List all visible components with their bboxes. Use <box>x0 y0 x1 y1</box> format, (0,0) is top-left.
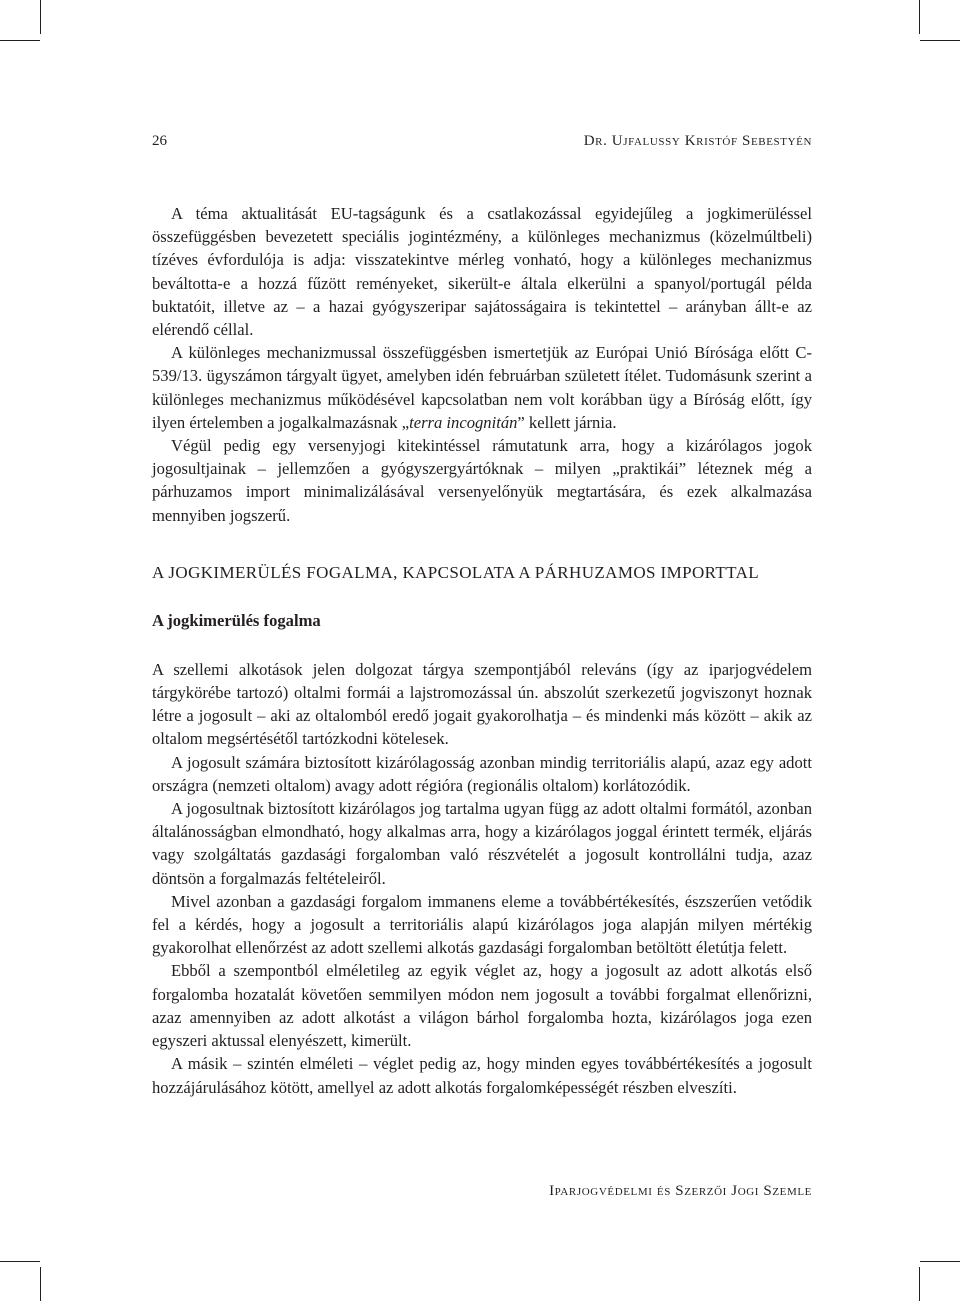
paragraph <box>152 341 812 434</box>
paragraph: Mivel azonban a gazdasági forgalom immanens eleme a továbbértékesítés, észszerűen vetődik fel a kérdés, hogy a jogosult a territoriális alapú kizárólagos joga alapján milyen mértékig gyakorolhat ellenőrzést az adott szellemi alkotás gazdasági forgalomban betöltött életútja felett. <box>152 891 812 958</box>
crop-mark <box>920 40 960 41</box>
paragraph: Ebből a szempontból elméletileg az egyik véglet az, hogy a jogosult az adott alkotás első forgalomba hozatalát követően semmilyen módon nem jogosult a további forgalmat ellenőrizni, azaz amennyiben az adott alkotást a világon bárhol forgalomba hozta, kizárólagos joga ezen egyszeri aktussal elenyészett, kimerült. <box>152 961 812 1051</box>
running-head-author: Dr. Ujfalussy Kristóf Sebestyén <box>583 133 812 149</box>
subsection-title: A jogkimerülés fogalma <box>152 610 321 630</box>
crop-mark <box>919 0 920 34</box>
crop-mark <box>919 1267 920 1301</box>
section-title: A JOGKIMERÜLÉS FOGALMA, KAPCSOLATA A PÁRHUZAMOS IMPORTTAL <box>152 562 760 582</box>
paragraph-text-end: ” kellett járnia. <box>517 412 617 432</box>
footer-journal-title: Iparjogvédelmi és Szerzői Jogi Szemle <box>549 1183 812 1199</box>
paragraph: A szellemi alkotások jelen dolgozat tárgya szempontjából releváns (így az iparjogvédelem tárgykörébe tartozó) oltalmi formái a lajstromozással ún. abszolút szerkezetű jogviszonyt hoznak létre a jogosult – aki az oltalomból eredő jogait gyakorolhatja – és mindenki más között – akik az oltalom megsértésétől tartózkodni kötelesek. <box>152 659 812 749</box>
crop-mark <box>40 0 41 34</box>
page-number: 26 <box>152 133 167 149</box>
paragraph: Végül pedig egy versenyjogi kitekintéssel rámutatunk arra, hogy a kizárólagos jogok jogosultjainak – jellemzően a gyógyszergyártóknak – milyen „praktikái” léteznek még a párhuzamos import minimalizálásával versenyelőnyük megtartására, és ezek alkalmazása mennyiben jogszerű. <box>152 436 812 525</box>
crop-mark <box>0 1261 40 1262</box>
paragraph: A téma aktualitását EU-tagságunk és a csatlakozással egyidejűleg a jogkimerüléssel összefüggésben bevezetett speciális jogintézmény, a különleges mechanizmus (közelmúltbeli) tízéves évfordulója is adja: visszatekintve mérleg vonható, hogy a különleges mechanizmus beváltotta-e a hozzá fűzött reményeket, sikerült-e általa elkerülni a spanyol/portugál példa buktatóit, illetve az – a hazai gyógyszeripar sajátosságaira is tekintettel – arányban állt-e az elérendő céllal. <box>152 204 812 340</box>
paragraph: A másik – szintén elméleti – véglet pedig az, hogy minden egyes továbbértékesítés a jogosult hozzájárulásához kötött, amellyel az adott alkotás forgalomképességét részben elveszíti. <box>152 1054 812 1097</box>
crop-mark <box>0 40 40 41</box>
paragraph: A jogosultnak biztosított kizárólagos jog tartalma ugyan függ az adott oltalmi formától, azonban általánosságban elmondható, hogy alkalmas arra, hogy a kizárólagos joggal érintett termék, eljárás vagy szolgáltatás gazdasági forgalomban való részvételét a jogosult kontrollálni tudja, azaz döntsön a forgalmazás feltételeiről. <box>152 799 812 888</box>
crop-mark <box>40 1267 41 1301</box>
article-body <box>152 202 812 1099</box>
crop-mark <box>920 1261 960 1262</box>
paragraph: A jogosult számára biztosított kizárólagosság azonban mindig territoriális alapú, azaz egy adott országra (nemzeti oltalom) avagy adott régióra (regionális oltalom) korlátozódik. <box>152 752 812 795</box>
paragraph-text: A különleges mechanizmussal összefüggésben ismertetjük az Európai Unió Bírósága előtt C-539/13. ügyszámon tárgyalt ügyet, amelyben idén februárban született ítélet. Tudomásunk szerint a különleges mechanizmus működésével kapcsolatban nem volt korábban ügy a Bíróság előtt, így ilyen értelemben a jogalkalmazásnak „ <box>152 343 812 432</box>
italic-phrase: terra incognitán <box>409 412 518 432</box>
